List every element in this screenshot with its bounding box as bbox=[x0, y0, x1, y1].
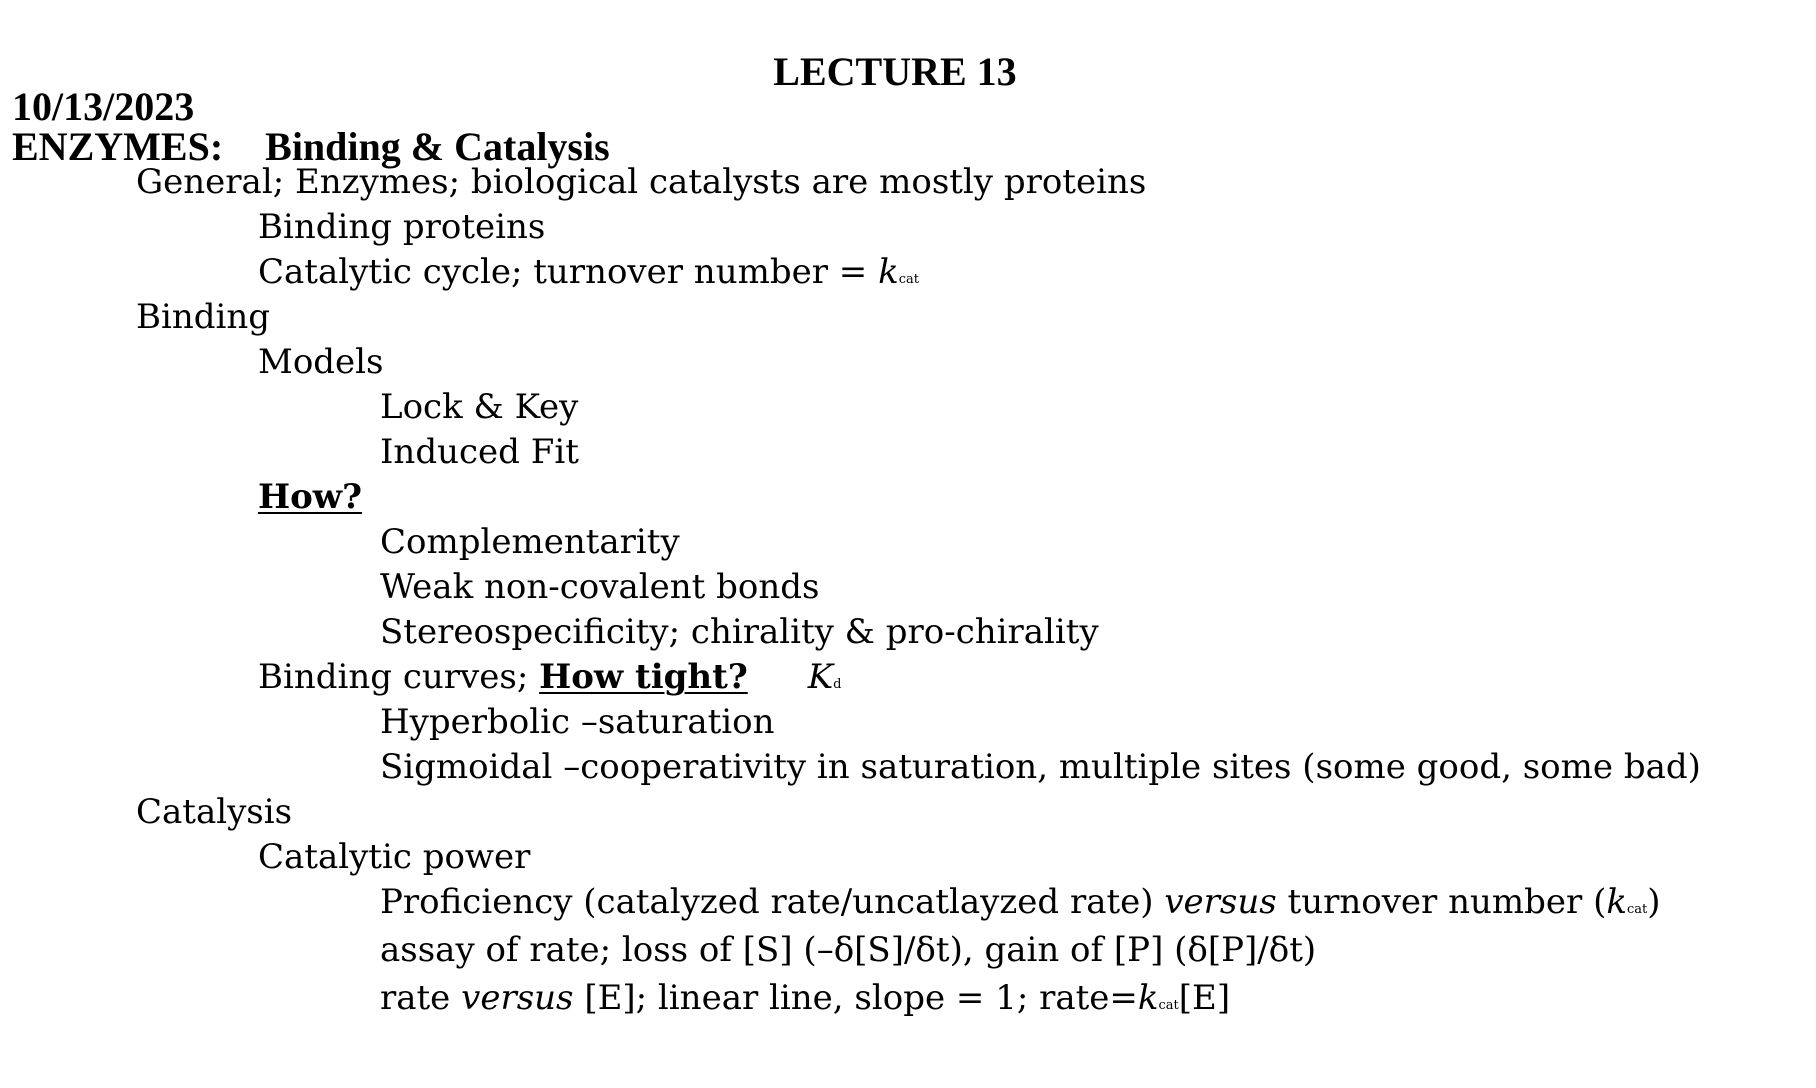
kd-subscript: d bbox=[833, 677, 842, 692]
enzyme-conc-text: [E] bbox=[1178, 978, 1231, 1018]
kcat-subscript: cat bbox=[1626, 902, 1648, 917]
outline-general: General; Enzymes; biological catalysts are mostly proteins bbox=[136, 162, 1147, 202]
catalytic-cycle-text: Catalytic cycle; turnover number = bbox=[258, 252, 879, 292]
outline-rate bbox=[380, 976, 1230, 1028]
kcat-subscript: cat bbox=[1158, 998, 1179, 1013]
outline-catalytic-cycle bbox=[258, 250, 919, 302]
kd-symbol: K bbox=[807, 657, 834, 697]
outline-sigmoidal: Sigmoidal –cooperativity in saturation, multiple sites (some good, some bad) bbox=[380, 747, 1701, 787]
turnover-text: turnover number ( bbox=[1276, 882, 1607, 922]
outline-binding-proteins: Binding proteins bbox=[258, 207, 546, 247]
versus-text: versus bbox=[1164, 882, 1277, 922]
binding-curves-text: Binding curves; bbox=[258, 657, 540, 697]
versus-text: versus bbox=[461, 978, 574, 1018]
outline-proficiency bbox=[380, 880, 1661, 932]
how-heading: How? bbox=[258, 477, 362, 517]
section-subtitle: Binding & Catalysis bbox=[265, 124, 610, 169]
outline-catalysis: Catalysis bbox=[136, 792, 293, 832]
proficiency-text: Proficiency (catalyzed rate/uncatlayzed rate) bbox=[380, 882, 1165, 922]
outline-lock-key: Lock & Key bbox=[380, 387, 579, 427]
section-label: ENZYMES: bbox=[12, 124, 224, 169]
outline-induced-fit: Induced Fit bbox=[380, 432, 579, 472]
how-tight-heading: How tight? bbox=[539, 657, 748, 697]
outline-stereospecificity: Stereospecificity; chirality & pro-chirality bbox=[380, 612, 1099, 652]
kcat-symbol: k bbox=[1606, 882, 1627, 922]
kcat-symbol: k bbox=[1137, 978, 1159, 1018]
outline-models: Models bbox=[258, 342, 384, 382]
outline-binding: Binding bbox=[136, 297, 271, 337]
kcat-symbol: k bbox=[878, 252, 899, 292]
outline-weak-bonds: Weak non-covalent bonds bbox=[380, 567, 820, 607]
rate-text: rate bbox=[380, 978, 462, 1018]
outline-how bbox=[258, 475, 362, 519]
outline-hyperbolic: Hyperbolic –saturation bbox=[380, 702, 775, 742]
close-paren: ) bbox=[1647, 882, 1661, 922]
outline-assay: assay of rate; loss of [S] (–δ[S]/δt), gain of [P] (δ[P]/δt) bbox=[380, 930, 1317, 970]
outline-complementarity: Complementarity bbox=[380, 522, 680, 562]
lecture-date: 10/13/2023 bbox=[12, 84, 195, 129]
rate-linear-text: [E]; linear line, slope = 1; rate= bbox=[573, 978, 1138, 1018]
outline-catalytic-power: Catalytic power bbox=[258, 837, 531, 877]
kcat-subscript: cat bbox=[898, 272, 919, 287]
page-title: LECTURE 13 bbox=[773, 49, 1017, 94]
